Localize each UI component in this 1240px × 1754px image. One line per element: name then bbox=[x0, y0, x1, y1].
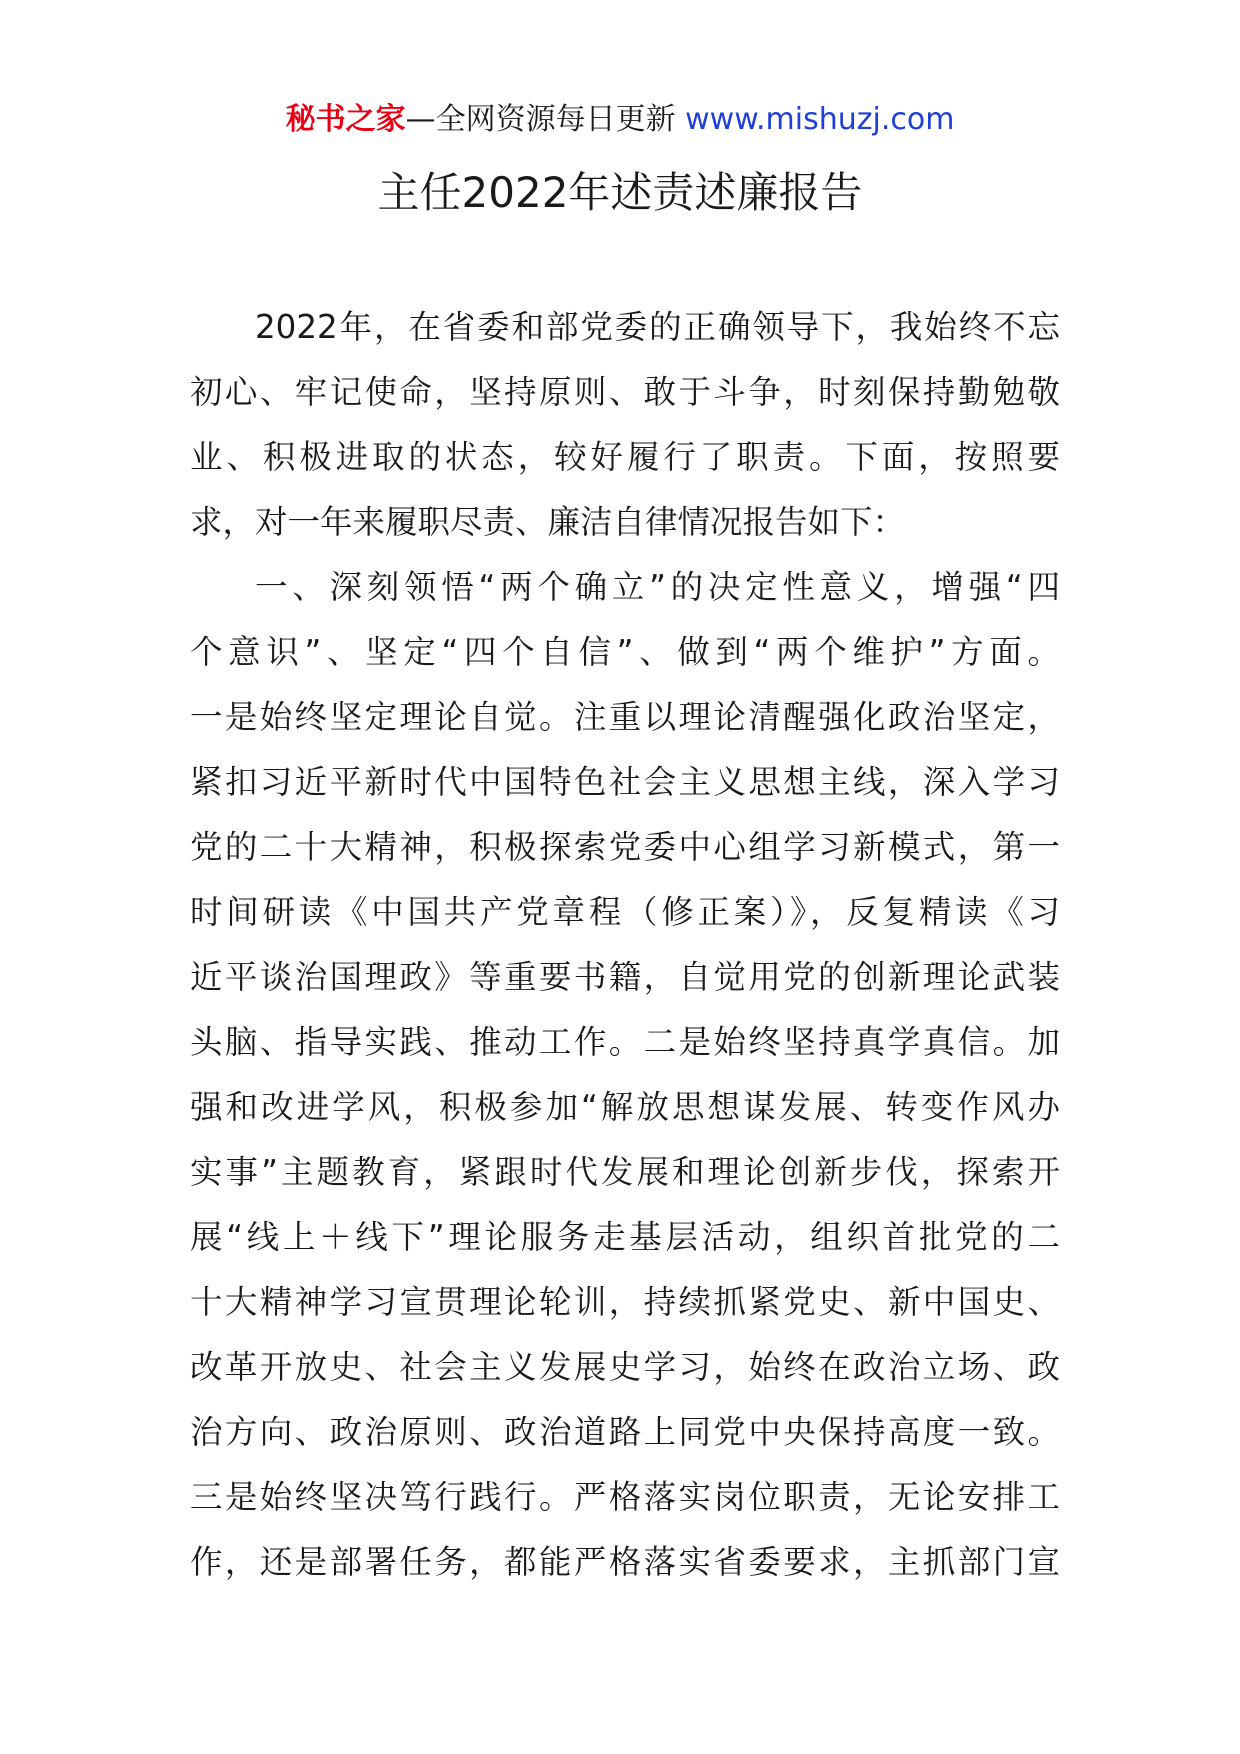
site-brand: 秘书之家 bbox=[285, 102, 406, 137]
body-line: 初心、牢记使命，坚持原则、敢于斗争，时刻保持勤勉敬 bbox=[190, 373, 1060, 411]
body-line: 治方向、政治原则、政治道路上同党中央保持高度一致。 bbox=[190, 1413, 1060, 1451]
site-url-link[interactable]: www.mishuzj.com bbox=[685, 102, 955, 137]
body-line: 十大精神学习宣贯理论轮训，持续抓紧党史、新中国史、 bbox=[190, 1283, 1060, 1321]
body-line: 个意识”、坚定“四个自信”、做到“两个维护”方面。 bbox=[190, 633, 1060, 671]
body-line: 求，对一年来履职尽责、廉洁自律情况报告如下： bbox=[190, 503, 906, 541]
body-line: 三是始终坚决笃行践行。严格落实岗位职责，无论安排工 bbox=[190, 1478, 1060, 1516]
body-line: 强和改进学风，积极参加“解放思想谋发展、转变作风办 bbox=[190, 1088, 1060, 1126]
body-line: 一、深刻领悟“两个确立”的决定性意义，增强“四 bbox=[255, 568, 1060, 606]
body-line: 实事”主题教育，紧跟时代发展和理论创新步伐，探索开 bbox=[190, 1153, 1060, 1191]
body-line: 展“线上＋线下”理论服务走基层活动，组织首批党的二 bbox=[190, 1218, 1060, 1256]
body-line: 近平谈治国理政》等重要书籍，自觉用党的创新理论武装 bbox=[190, 958, 1060, 996]
body-line: 紧扣习近平新时代中国特色社会主义思想主线，深入学习 bbox=[190, 763, 1060, 801]
body-line: 时间研读《中国共产党章程（修正案）》，反复精读《习 bbox=[190, 893, 1060, 931]
site-header bbox=[0, 100, 1240, 140]
document-title: 主任2022年述责述廉报告 bbox=[377, 168, 863, 217]
body-line: 作，还是部署任务，都能严格落实省委要求，主抓部门宣 bbox=[190, 1543, 1060, 1581]
site-tagline: —全网资源每日更新 bbox=[405, 102, 686, 137]
body-line: 业、积极进取的状态，较好履行了职责。下面，按照要 bbox=[190, 438, 1060, 476]
body-line: 改革开放史、社会主义发展史学习，始终在政治立场、政 bbox=[190, 1348, 1060, 1386]
body-line: 2022年，在省委和部党委的正确领导下，我始终不忘 bbox=[255, 308, 1060, 346]
body-line: 头脑、指导实践、推动工作。二是始终坚持真学真信。加 bbox=[190, 1023, 1060, 1061]
body-line: 一是始终坚定理论自觉。注重以理论清醒强化政治坚定， bbox=[190, 698, 1060, 736]
body-line: 党的二十大精神，积极探索党委中心组学习新模式，第一 bbox=[190, 828, 1060, 866]
document-body bbox=[190, 295, 1060, 1595]
